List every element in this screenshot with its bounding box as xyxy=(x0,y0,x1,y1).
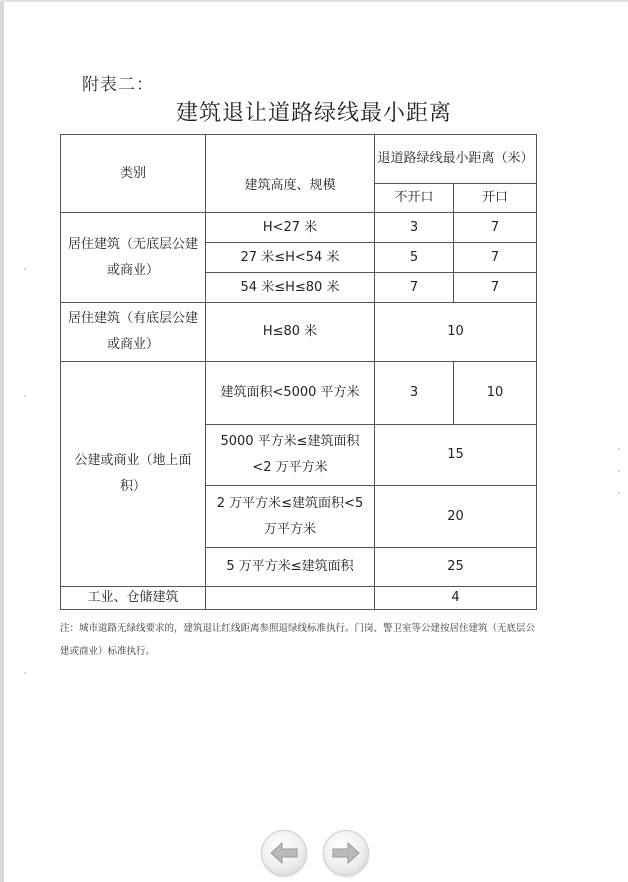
category-cell: 公建或商业（地上面积） xyxy=(61,362,206,587)
header-category: 类别 xyxy=(61,135,206,213)
scale-cell: H≤80 米 xyxy=(206,303,375,362)
value-cell: 7 xyxy=(454,273,537,303)
value-cell: 20 xyxy=(375,486,537,548)
value-cell: 25 xyxy=(375,548,537,587)
arrow-left-icon xyxy=(269,841,299,865)
previous-page-button[interactable] xyxy=(261,830,307,876)
scan-speck xyxy=(618,492,620,494)
setback-table xyxy=(60,134,537,610)
scale-cell: 5 万平方米≤建筑面积 xyxy=(206,548,375,587)
page-title: 建筑退让道路绿线最小距离 xyxy=(175,101,452,126)
value-cell: 7 xyxy=(375,273,454,303)
value-cell: 7 xyxy=(454,213,537,243)
category-cell: 居住建筑（无底层公建或商业） xyxy=(61,213,206,303)
header-min-distance: 退道路绿线最小距离（米） xyxy=(375,135,537,184)
table-row xyxy=(61,213,537,243)
table-note: 注：城市道路无绿线要求的，建筑退让红线距离参照退绿线标准执行。门岗、警卫室等公建按居住建筑（无底层公建或商业）标准执行。 xyxy=(60,623,536,657)
value-cell: 3 xyxy=(375,362,454,425)
scale-cell: 27 米≤H<54 米 xyxy=(206,243,375,273)
scale-cell: H<27 米 xyxy=(206,213,375,243)
scan-speck xyxy=(24,395,26,397)
appendix-label: 附表二： xyxy=(82,75,154,95)
scale-cell: 建筑面积<5000 平方米 xyxy=(206,362,375,425)
table-row xyxy=(61,303,537,362)
arrow-right-icon xyxy=(331,841,361,865)
scale-cell: 54 米≤H≤80 米 xyxy=(206,273,375,303)
scan-speck xyxy=(24,268,26,270)
table-row xyxy=(61,362,537,425)
page-edge-top xyxy=(0,0,628,2)
value-cell: 3 xyxy=(375,213,454,243)
scale-cell: 5000 平方米≤建筑面积<2 万平方米 xyxy=(206,425,375,486)
value-cell: 5 xyxy=(375,243,454,273)
table-header-row xyxy=(61,135,537,184)
value-cell: 15 xyxy=(375,425,537,486)
scale-cell: 2 万平方米≤建筑面积<5 万平方米 xyxy=(206,486,375,548)
value-cell: 4 xyxy=(375,587,537,610)
value-cell: 10 xyxy=(454,362,537,425)
header-height-scale: 建筑高度、规模 xyxy=(206,135,375,213)
next-page-button[interactable] xyxy=(323,830,369,876)
value-cell: 10 xyxy=(375,303,537,362)
category-cell: 居住建筑（有底层公建或商业） xyxy=(61,303,206,362)
scan-speck xyxy=(24,672,26,674)
table-row xyxy=(61,587,537,610)
category-cell: 工业、仓储建筑 xyxy=(61,587,206,610)
header-opening: 开口 xyxy=(454,184,537,213)
header-no-opening: 不开口 xyxy=(375,184,454,213)
scale-cell xyxy=(206,587,375,610)
scan-speck xyxy=(618,448,620,450)
value-cell: 7 xyxy=(454,243,537,273)
page-edge-left xyxy=(0,0,4,882)
scan-speck xyxy=(618,470,620,472)
